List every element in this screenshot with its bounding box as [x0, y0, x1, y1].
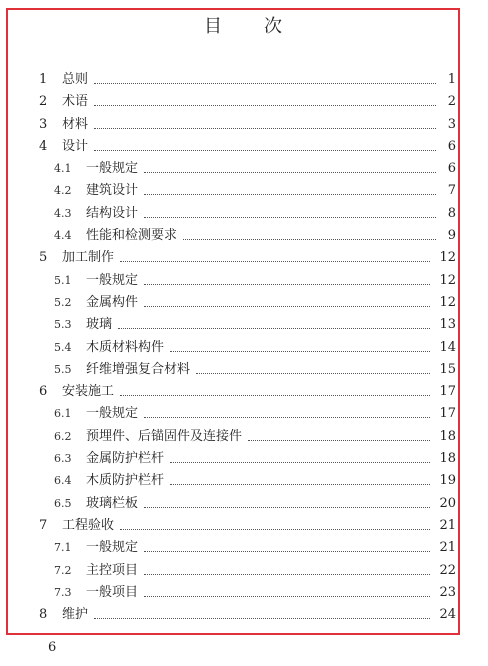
- toc-dot-leader: [144, 417, 430, 418]
- toc-dot-leader: [170, 351, 430, 352]
- toc-entry-number: 2: [39, 94, 48, 110]
- toc-entry-number: 5: [39, 250, 48, 266]
- toc-entry-page: 17: [439, 384, 456, 400]
- toc-entry-label: 加工制作: [62, 250, 115, 266]
- toc-entry[interactable]: [34, 136, 456, 158]
- toc-entry-label: 木质材料构件: [86, 339, 165, 355]
- toc-entry-number: 5.3: [54, 318, 72, 332]
- toc-entry[interactable]: [34, 493, 456, 515]
- toc-entry-number: 5.4: [54, 340, 72, 354]
- toc-entry-label: 材料: [62, 116, 89, 132]
- toc-entry-number: 6.1: [54, 407, 72, 421]
- toc-dot-leader: [94, 150, 436, 151]
- toc-entry-number: 1: [39, 72, 48, 87]
- toc-dot-leader: [144, 507, 430, 508]
- toc-entry-number: 5.1: [54, 273, 72, 287]
- toc-entry-label: 金属防护栏杆: [86, 451, 165, 467]
- toc-entry-label: 木质防护栏杆: [86, 473, 165, 489]
- toc-entry-label: 玻璃栏板: [86, 495, 139, 511]
- toc-entry[interactable]: [34, 426, 456, 448]
- toc-entry-page: 18: [439, 428, 456, 444]
- toc-entry-page: 12: [439, 272, 456, 288]
- toc-dot-leader: [170, 484, 430, 485]
- toc-entry-label: 安装施工: [62, 384, 115, 400]
- toc-entry[interactable]: [34, 91, 456, 113]
- toc-entry-number: 7.2: [54, 563, 72, 577]
- toc-entry[interactable]: [34, 515, 456, 537]
- toc-entry-page: 24: [439, 607, 456, 623]
- toc-entry[interactable]: [34, 403, 456, 425]
- toc-entry-page: 19: [439, 473, 456, 489]
- toc-entry-page: 18: [439, 451, 456, 467]
- toc-entry-page: 7: [447, 183, 456, 199]
- toc-entry[interactable]: [34, 381, 456, 403]
- toc-entry-number: 7.1: [54, 541, 72, 555]
- toc-entry-page: 17: [439, 406, 456, 422]
- toc-dot-leader: [94, 128, 436, 129]
- toc-entry-number: 6.3: [54, 452, 72, 466]
- toc-entry-page: 12: [439, 294, 456, 310]
- toc-entry-number: 5.5: [54, 362, 72, 376]
- toc-entry[interactable]: [34, 203, 456, 225]
- toc-entry-label: 术语: [62, 94, 89, 110]
- toc-dot-leader: [120, 529, 430, 530]
- toc-entry-number: 6: [39, 384, 48, 400]
- toc-entry-number: 6.5: [54, 496, 72, 510]
- toc-entry[interactable]: [34, 114, 456, 136]
- toc-entry-page: 20: [439, 495, 456, 511]
- toc-dot-leader: [144, 284, 430, 285]
- toc-entry[interactable]: [34, 247, 456, 269]
- toc-dot-leader: [144, 551, 430, 552]
- toc-entry-label: 一般规定: [86, 540, 139, 556]
- toc-entry-label: 玻璃: [86, 317, 113, 333]
- toc-dot-leader: [94, 83, 436, 84]
- toc-entry-number: 7: [39, 517, 48, 533]
- toc-entry-number: 4.3: [54, 206, 72, 220]
- toc-entry-page: 6: [447, 138, 456, 154]
- toc-title-char-1: 目: [204, 16, 224, 37]
- toc-entry-number: 6.4: [54, 474, 72, 488]
- toc-entry-label: 工程验收: [62, 517, 115, 533]
- toc-entry[interactable]: [34, 158, 456, 180]
- toc-dot-leader: [170, 462, 430, 463]
- toc-title: [0, 12, 488, 38]
- toc-entry-page: 23: [439, 584, 456, 600]
- toc-dot-leader: [94, 105, 436, 106]
- toc-dot-leader: [144, 172, 436, 173]
- toc-entry-page: 12: [439, 250, 456, 266]
- toc-entry-number: 3: [39, 116, 48, 132]
- toc-entry-number: 4.2: [54, 184, 72, 198]
- toc-entry-page: 14: [439, 339, 456, 355]
- toc-entry-page: 22: [439, 562, 456, 578]
- toc-entry-label: 结构设计: [86, 205, 139, 221]
- toc-entry-label: 金属构件: [86, 294, 139, 310]
- toc-entry-number: 7.3: [54, 585, 72, 599]
- toc-entry-number: 6.2: [54, 429, 72, 443]
- toc-entry-number: 8: [39, 607, 48, 623]
- toc-entry[interactable]: [34, 270, 456, 292]
- toc-entry-label: 建筑设计: [86, 183, 139, 199]
- toc-entry-page: 13: [439, 317, 456, 333]
- toc-entry-page: 15: [439, 361, 456, 377]
- toc-entry-label: 维护: [62, 607, 89, 623]
- toc-dot-leader: [248, 440, 430, 441]
- toc-entry-label: 一般规定: [86, 161, 139, 177]
- toc-entry-page: 6: [447, 161, 456, 177]
- toc-title-char-2: 次: [264, 16, 284, 37]
- toc-dot-leader: [144, 217, 436, 218]
- toc-dot-leader: [94, 618, 430, 619]
- toc-entry[interactable]: [34, 582, 456, 604]
- toc-entry-label: 一般规定: [86, 406, 139, 422]
- toc-entry-label: 纤维增强复合材料: [86, 361, 191, 377]
- toc-entry-page: 1: [447, 72, 456, 87]
- toc-entry-label: 一般规定: [86, 272, 139, 288]
- toc-entry-label: 主控项目: [86, 562, 139, 578]
- toc-entry-number: 5.2: [54, 295, 72, 309]
- toc-entry[interactable]: [34, 604, 456, 626]
- toc-entry-page: 2: [447, 94, 456, 110]
- toc-entry-page: 21: [439, 540, 456, 556]
- toc-dot-leader: [183, 239, 436, 240]
- toc-entry[interactable]: [34, 225, 456, 247]
- toc-entry-page: 21: [439, 517, 456, 533]
- toc-entry-label: 设计: [62, 138, 89, 154]
- toc-dot-leader: [144, 306, 430, 307]
- toc-entry-page: 3: [447, 116, 456, 132]
- toc-entry-label: 总则: [62, 72, 89, 87]
- toc-dot-leader: [120, 395, 430, 396]
- toc-entry-number: 4.4: [54, 229, 72, 243]
- toc-dot-leader: [144, 596, 430, 597]
- toc-entry-page: 9: [447, 228, 456, 244]
- toc-dot-leader: [120, 261, 430, 262]
- toc-dot-leader: [144, 194, 436, 195]
- toc-entry-label: 性能和检测要求: [86, 228, 178, 244]
- toc-entry-page: 8: [447, 205, 456, 221]
- toc-entry[interactable]: [34, 337, 456, 359]
- toc-dot-leader: [196, 373, 430, 374]
- toc-entry[interactable]: [34, 69, 456, 91]
- toc-entry-number: 4.1: [54, 162, 72, 176]
- toc-entry-number: 4: [39, 138, 48, 154]
- toc-entry[interactable]: [34, 292, 456, 314]
- toc-dot-leader: [144, 574, 430, 575]
- toc-entry[interactable]: [34, 359, 456, 381]
- table-of-contents: [34, 69, 456, 626]
- toc-dot-leader: [118, 328, 430, 329]
- toc-entry[interactable]: [34, 448, 456, 470]
- toc-entry[interactable]: [34, 470, 456, 492]
- toc-entry-label: 一般项目: [86, 584, 139, 600]
- toc-entry[interactable]: [34, 537, 456, 559]
- page-number: 6: [48, 640, 57, 655]
- toc-entry-label: 预埋件、后锚固件及连接件: [86, 428, 243, 444]
- toc-entry[interactable]: [34, 180, 456, 202]
- toc-entry[interactable]: [34, 560, 456, 582]
- toc-entry[interactable]: [34, 314, 456, 336]
